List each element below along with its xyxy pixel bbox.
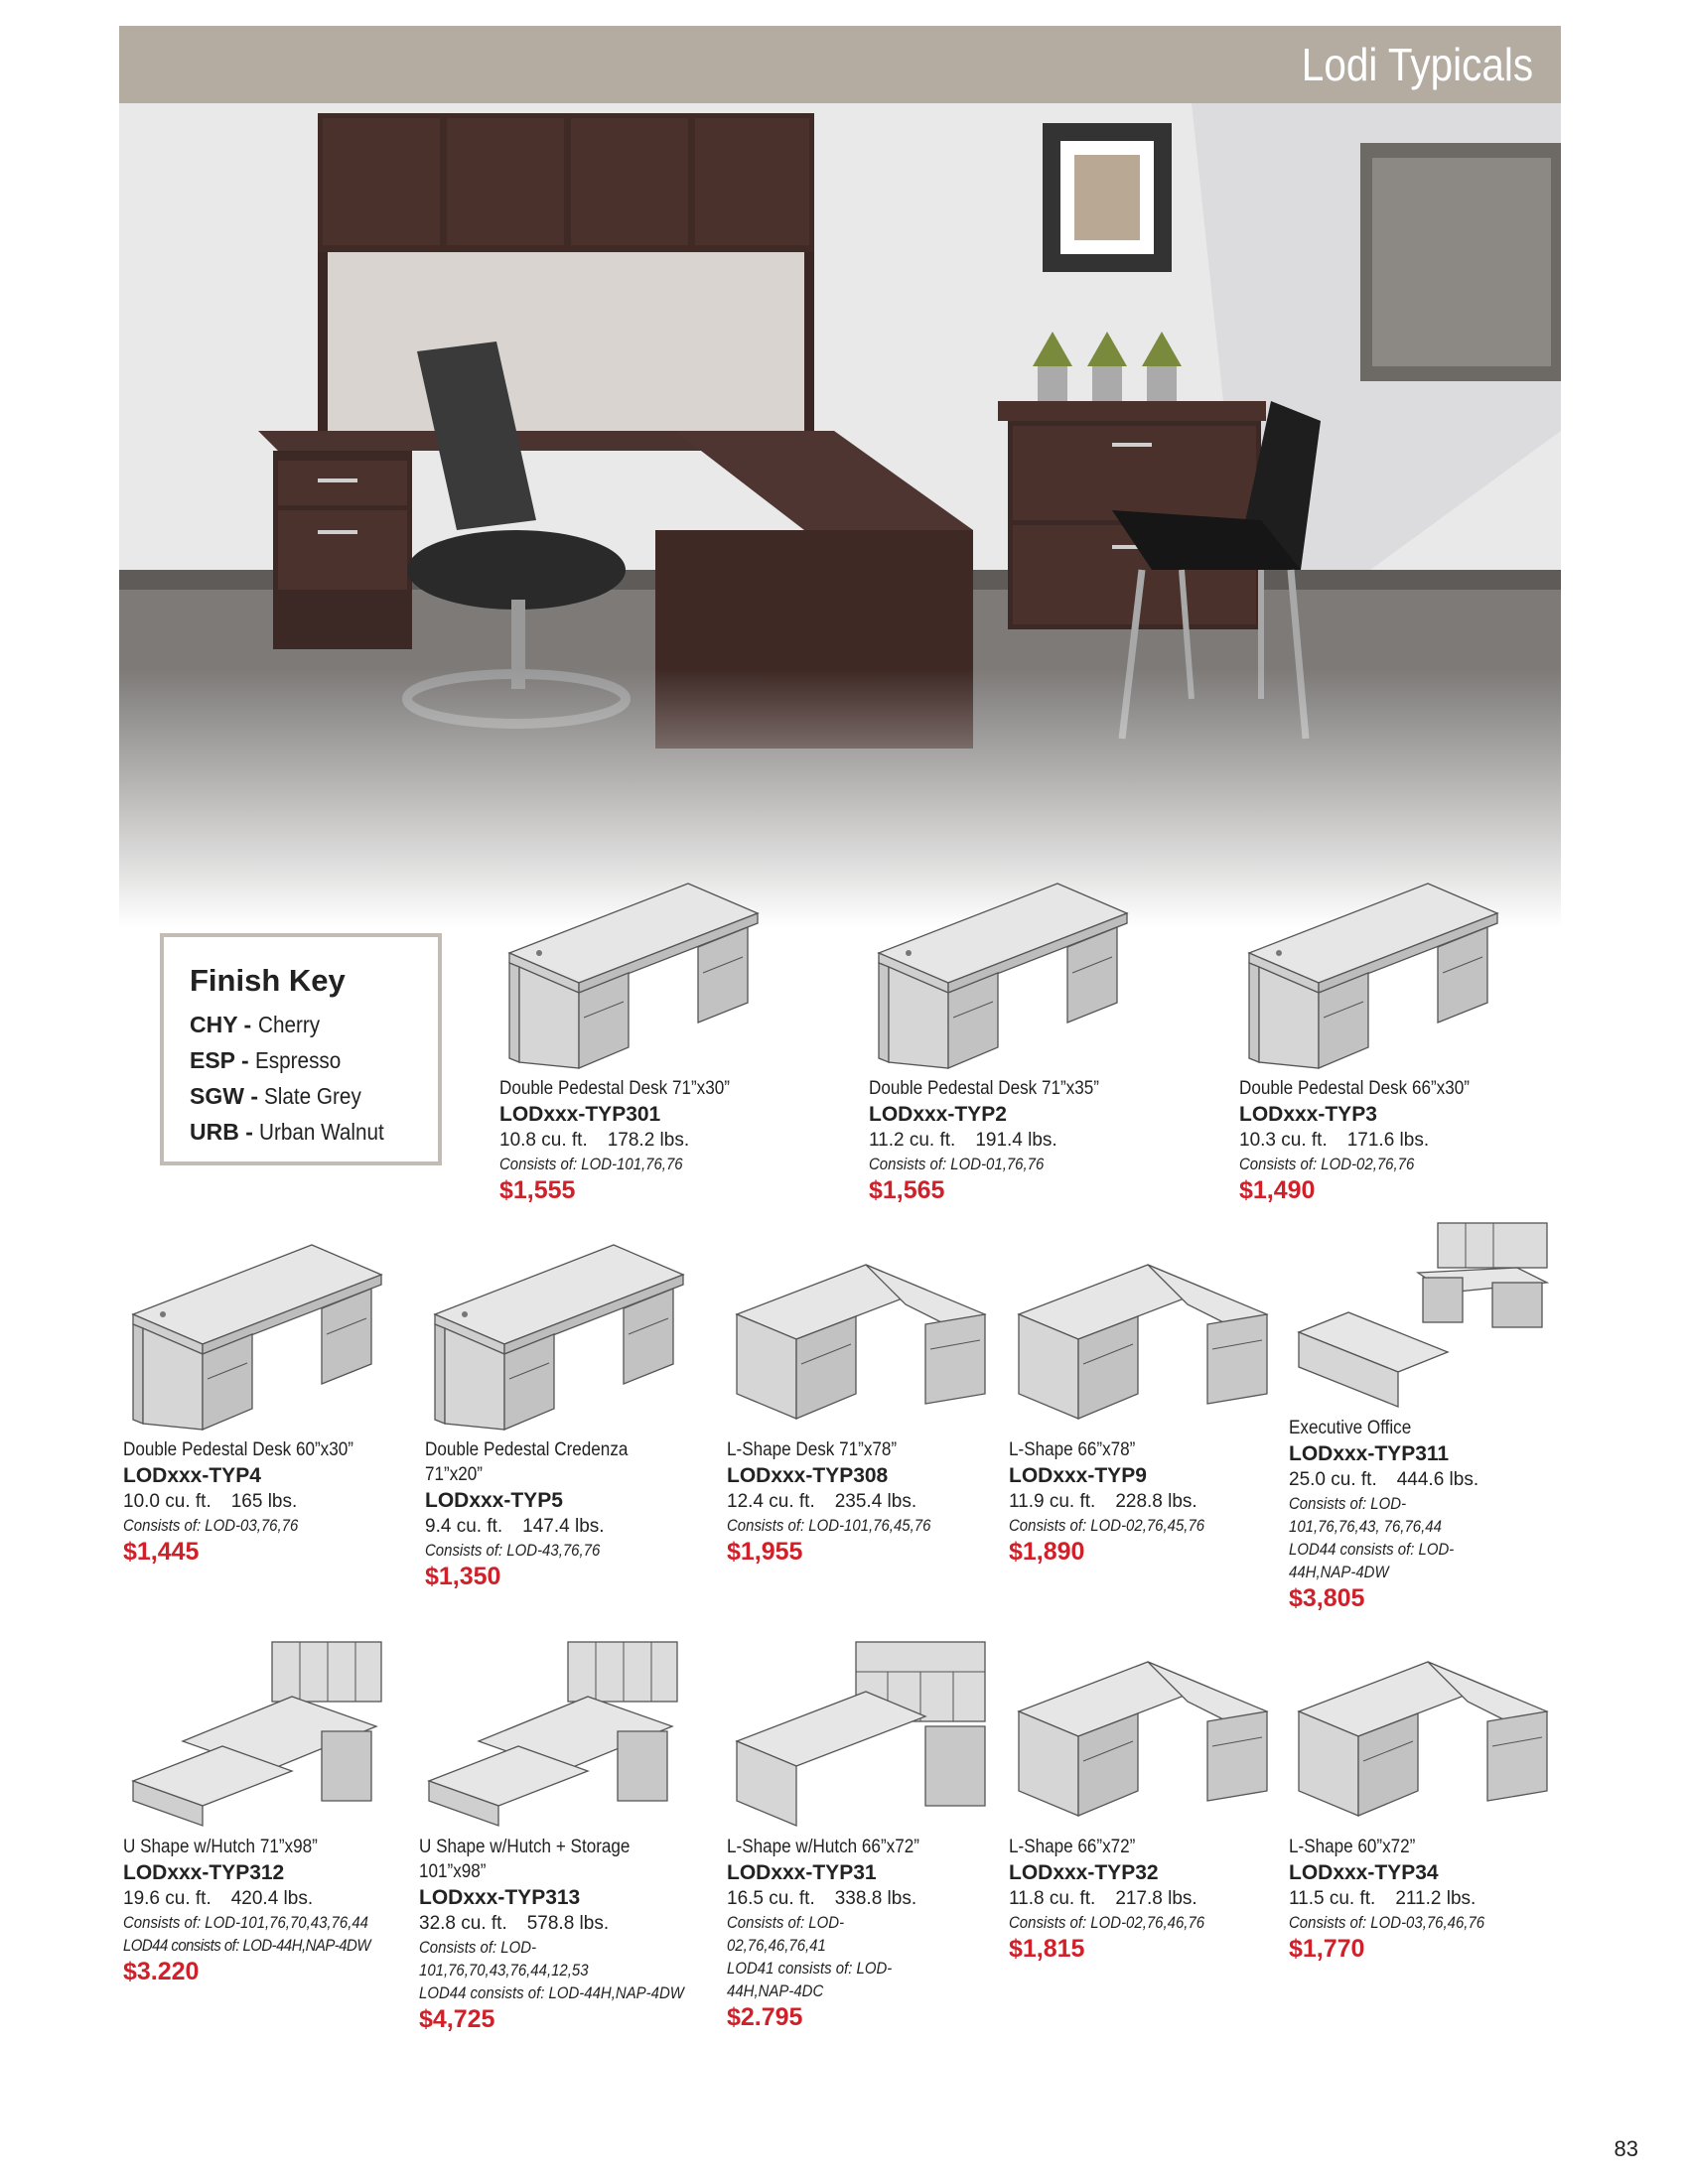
product-price: $1,770 (1289, 1935, 1365, 1963)
finish-key-box (160, 933, 442, 1165)
product-name: Double Pedestal Desk 66”x30” (1239, 1078, 1470, 1099)
product-specs (1239, 1128, 1527, 1153)
l-desk-line-drawing (727, 1235, 995, 1433)
product-card-typ311 (1289, 1213, 1577, 1613)
product-price: $3.220 (123, 1958, 200, 1985)
finish-code: CHY - (190, 1012, 252, 1037)
product-specs (425, 1514, 713, 1539)
product-specs (1009, 1489, 1297, 1514)
product-name: L-Shape 66”x72” (1009, 1837, 1136, 1857)
product-code: LODxxx-TYP34 (1289, 1861, 1439, 1884)
executive-office-line-drawing (1289, 1213, 1557, 1412)
page-header-band (119, 26, 1561, 103)
product-consists: Consists of: LOD-03,76,76 (123, 1516, 299, 1535)
product-weight: 420.4 lbs. (230, 1888, 314, 1909)
product-weight: 165 lbs. (230, 1491, 298, 1512)
product-volume: 16.5 cu. ft. (727, 1888, 815, 1909)
desk-line-drawing (869, 874, 1137, 1072)
product-card-typ32 (1009, 1632, 1297, 1964)
product-price: $1,555 (499, 1176, 576, 1204)
product-volume: 10.3 cu. ft. (1239, 1130, 1328, 1151)
product-volume: 11.8 cu. ft. (1009, 1888, 1096, 1909)
product-card-typ4 (123, 1235, 411, 1567)
product-name: Executive Office (1289, 1418, 1412, 1438)
product-weight: 217.8 lbs. (1115, 1888, 1197, 1909)
product-code: LODxxx-TYP9 (1009, 1464, 1147, 1487)
product-price: $4,725 (419, 2005, 495, 2033)
product-code: LODxxx-TYP308 (727, 1464, 889, 1487)
product-volume: 11.5 cu. ft. (1289, 1888, 1376, 1909)
product-volume: 11.2 cu. ft. (869, 1130, 956, 1151)
hero-office-photo (119, 103, 1561, 927)
product-card-typ31 (727, 1632, 1015, 2032)
finish-name: Espresso (255, 1047, 342, 1073)
u-desk-hutch-storage-line-drawing (419, 1632, 687, 1831)
desk-line-drawing (123, 1235, 391, 1433)
l-desk-line-drawing (1009, 1632, 1277, 1831)
l-desk-line-drawing (1009, 1235, 1277, 1433)
product-code: LODxxx-TYP313 (419, 1886, 581, 1909)
product-price: $1,490 (1239, 1176, 1316, 1204)
product-consists-note: LOD44 consists of: LOD-44H,NAP-4DW (1289, 1540, 1455, 1581)
product-card-typ9 (1009, 1235, 1297, 1567)
product-code: LODxxx-TYP3 (1239, 1103, 1377, 1126)
product-volume: 11.9 cu. ft. (1009, 1491, 1096, 1512)
finish-key-item-sgw (190, 1078, 412, 1114)
product-specs (1289, 1467, 1577, 1492)
product-card-typ3 (1239, 874, 1527, 1205)
finish-key-item-chy (190, 1007, 412, 1042)
product-weight: 235.4 lbs. (834, 1491, 917, 1512)
product-name: U Shape w/Hutch + Storage 101”x98” (419, 1837, 631, 1882)
product-weight: 211.2 lbs. (1395, 1888, 1477, 1909)
product-consists: Consists of: LOD-101,76,76 (499, 1155, 683, 1173)
product-weight: 147.4 lbs. (522, 1516, 605, 1537)
product-card-typ312 (123, 1632, 411, 1986)
product-consists: Consists of: LOD-02,76,46,76 (1009, 1913, 1205, 1932)
l-desk-hutch-line-drawing (727, 1632, 995, 1831)
product-consists: Consists of: LOD-101,76,70,43,76,44 (123, 1913, 369, 1932)
product-consists: Consists of: LOD-101,76,76,43, 76,76,44 (1289, 1494, 1442, 1536)
product-price: $2.795 (727, 2003, 803, 2031)
finish-code: ESP - (190, 1047, 249, 1073)
product-consists-note: LOD44 consists of: LOD-44H,NAP-4DW (123, 1936, 370, 1955)
product-weight: 578.8 lbs. (526, 1913, 610, 1934)
desk-line-drawing (1239, 874, 1507, 1072)
product-card-typ34 (1289, 1632, 1577, 1964)
product-consists-note: LOD44 consists of: LOD-44H,NAP-4DW (419, 1983, 684, 2002)
product-price: $1,890 (1009, 1538, 1085, 1566)
product-code: LODxxx-TYP5 (425, 1489, 563, 1512)
desk-line-drawing (499, 874, 768, 1072)
product-name: Double Pedestal Desk 71”x30” (499, 1078, 730, 1099)
product-consists: Consists of: LOD-02,76,76 (1239, 1155, 1415, 1173)
product-specs (869, 1128, 1157, 1153)
product-specs (123, 1489, 411, 1514)
product-volume: 12.4 cu. ft. (727, 1491, 815, 1512)
product-code: LODxxx-TYP312 (123, 1861, 285, 1884)
product-code: LODxxx-TYP301 (499, 1103, 661, 1126)
product-specs (727, 1886, 1015, 1911)
product-code: LODxxx-TYP311 (1289, 1442, 1450, 1465)
product-price: $1,565 (869, 1176, 945, 1204)
credenza-line-drawing (425, 1235, 693, 1433)
product-consists: Consists of: LOD-101,76,45,76 (727, 1516, 931, 1535)
product-price: $3,805 (1289, 1584, 1365, 1612)
product-name: L-Shape Desk 71”x78” (727, 1439, 898, 1460)
product-consists-note: LOD41 consists of: LOD-44H,NAP-4DC (727, 1959, 893, 2000)
product-volume: 10.0 cu. ft. (123, 1491, 211, 1512)
product-weight: 338.8 lbs. (834, 1888, 917, 1909)
product-code: LODxxx-TYP31 (727, 1861, 877, 1884)
finish-code: URB - (190, 1119, 253, 1145)
finish-code: SGW - (190, 1083, 258, 1109)
product-consists: Consists of: LOD-02,76,45,76 (1009, 1516, 1205, 1535)
product-name: L-Shape 66”x78” (1009, 1439, 1136, 1460)
product-weight: 178.2 lbs. (607, 1130, 690, 1151)
product-name: U Shape w/Hutch 71”x98” (123, 1837, 318, 1857)
finish-key-item-urb (190, 1114, 412, 1150)
product-consists: Consists of: LOD-43,76,76 (425, 1541, 601, 1560)
product-specs (1289, 1886, 1577, 1911)
product-weight: 171.6 lbs. (1346, 1130, 1430, 1151)
product-volume: 10.8 cu. ft. (499, 1130, 588, 1151)
product-volume: 25.0 cu. ft. (1289, 1469, 1377, 1490)
product-consists: Consists of: LOD-02,76,46,76,41 (727, 1913, 845, 1955)
product-card-typ313 (419, 1632, 707, 2034)
product-specs (499, 1128, 787, 1153)
product-name: L-Shape w/Hutch 66”x72” (727, 1837, 919, 1857)
product-price: $1,955 (727, 1538, 803, 1566)
product-code: LODxxx-TYP32 (1009, 1861, 1159, 1884)
page-title: Lodi Typicals (1301, 39, 1533, 90)
product-name: Double Pedestal Credenza 71”x20” (425, 1439, 629, 1485)
finish-name: Urban Walnut (259, 1119, 385, 1145)
product-code: LODxxx-TYP2 (869, 1103, 1007, 1126)
finish-key-item-esp (190, 1042, 412, 1078)
product-price: $1,815 (1009, 1935, 1085, 1963)
product-consists: Consists of: LOD-03,76,46,76 (1289, 1913, 1485, 1932)
finish-key-title: Finish Key (190, 963, 346, 998)
product-consists: Consists of: LOD-01,76,76 (869, 1155, 1045, 1173)
u-desk-hutch-line-drawing (123, 1632, 391, 1831)
product-specs (419, 1911, 707, 1936)
product-card-typ5 (425, 1235, 713, 1591)
product-card-typ301 (499, 874, 787, 1205)
product-code: LODxxx-TYP4 (123, 1464, 261, 1487)
product-consists: Consists of: LOD-101,76,70,43,76,44,12,53 (419, 1938, 589, 1979)
product-volume: 19.6 cu. ft. (123, 1888, 211, 1909)
product-volume: 9.4 cu. ft. (425, 1516, 503, 1537)
product-name: Double Pedestal Desk 71”x35” (869, 1078, 1099, 1099)
product-name: L-Shape 60”x72” (1289, 1837, 1416, 1857)
product-weight: 228.8 lbs. (1115, 1491, 1197, 1512)
product-specs (727, 1489, 1015, 1514)
product-specs (1009, 1886, 1297, 1911)
product-name: Double Pedestal Desk 60”x30” (123, 1439, 353, 1460)
product-card-typ308 (727, 1235, 1015, 1567)
finish-name: Slate Grey (264, 1083, 362, 1109)
page-number: 83 (1614, 2136, 1638, 2161)
product-specs (123, 1886, 411, 1911)
product-volume: 32.8 cu. ft. (419, 1913, 507, 1934)
product-card-typ2 (869, 874, 1157, 1205)
finish-name: Cherry (257, 1012, 320, 1037)
l-desk-line-drawing (1289, 1632, 1557, 1831)
product-weight: 191.4 lbs. (975, 1130, 1057, 1151)
product-price: $1,445 (123, 1538, 200, 1566)
product-weight: 444.6 lbs. (1396, 1469, 1479, 1490)
product-price: $1,350 (425, 1563, 501, 1590)
